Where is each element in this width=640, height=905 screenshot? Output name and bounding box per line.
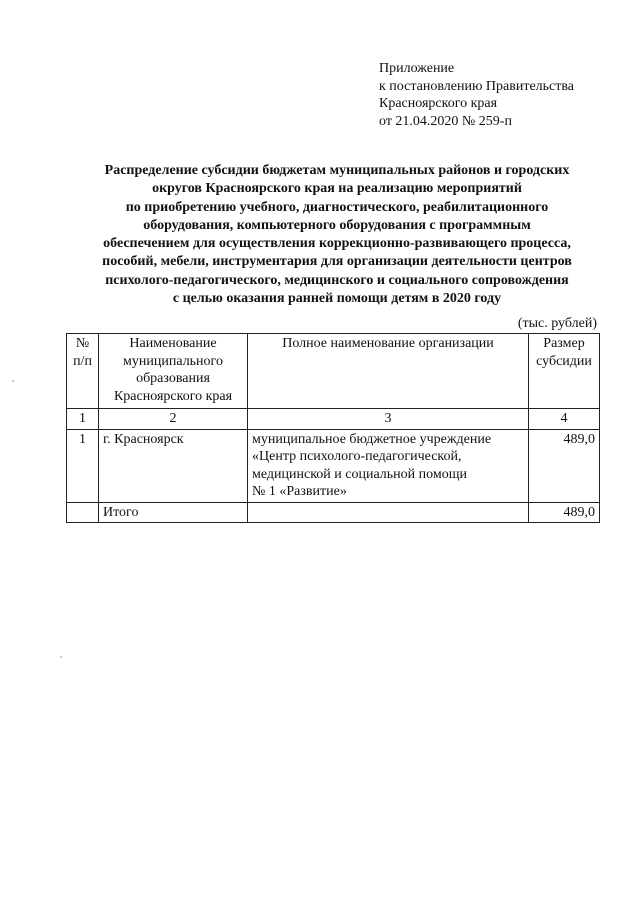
units-label: (тыс. рублей) <box>517 316 597 331</box>
header-number-line: № <box>75 336 90 351</box>
total-label: Итого <box>99 502 248 523</box>
title-line: пособий, мебели, инструментария для организации деятельности центров <box>102 254 572 270</box>
total-empty-cell <box>67 502 99 523</box>
header-organization-text: Полное наименование организации <box>282 336 494 351</box>
total-amount: 489,0 <box>529 502 600 523</box>
header-municipality-line: образования <box>136 371 210 386</box>
appendix-line-1: Приложение <box>379 61 455 76</box>
numbering-cell: 4 <box>529 409 600 430</box>
header-number-line: п/п <box>73 353 92 369</box>
organization-line: медицинской и социальной помощи <box>252 466 468 482</box>
organization-line: «Центр психолого-педагогической, <box>252 449 462 464</box>
organization-line: муниципальное бюджетное учреждение <box>252 431 492 447</box>
title-line: по приобретению учебного, диагностического, реабилитационного <box>125 199 549 215</box>
title-line: с целью оказания ранней помощи детям в 2020 году <box>172 291 502 307</box>
header-municipality-line: Красноярского края <box>113 388 233 404</box>
header-number <box>67 334 99 409</box>
appendix-line-3: Красноярского края <box>379 96 498 111</box>
title-line: округов Красноярского края на реализацию мероприятий <box>152 181 522 197</box>
row-municipality: г. Красноярск <box>99 429 248 502</box>
row-organization <box>248 429 529 502</box>
title-line: обеспечением для осуществления коррекционно-развивающего процесса, <box>103 236 571 252</box>
scan-speck <box>60 656 62 658</box>
numbering-cell: 2 <box>99 409 248 430</box>
header-municipality <box>99 334 248 409</box>
appendix-line-2: к постановлению Правительства <box>379 78 575 94</box>
header-subsidy-line: субсидии <box>536 353 592 369</box>
row-amount: 489,0 <box>529 429 600 502</box>
document-title <box>70 162 604 308</box>
table-total-row <box>67 502 600 523</box>
total-empty-cell <box>248 502 529 523</box>
header-subsidy-line: Размер <box>543 336 585 351</box>
row-number: 1 <box>67 429 99 502</box>
header-subsidy <box>529 334 600 409</box>
appendix-line-4: от 21.04.2020 № 259-п <box>379 113 512 129</box>
subsidy-table <box>66 333 600 523</box>
organization-line: № 1 «Развитие» <box>252 484 347 499</box>
scan-speck <box>12 380 14 382</box>
header-municipality-line: муниципального <box>123 353 223 369</box>
table-header-row <box>67 334 600 409</box>
header-organization <box>248 334 529 409</box>
table-row <box>67 429 600 502</box>
title-line: Распределение субсидии бюджетам муниципальных районов и городских <box>104 163 570 178</box>
numbering-cell: 3 <box>248 409 529 430</box>
header-municipality-line: Наименование <box>129 336 217 351</box>
numbering-cell: 1 <box>67 409 99 430</box>
title-line: психолого-педагогического, медицинского и социального сопровождения <box>105 272 569 288</box>
appendix-block <box>379 60 574 130</box>
table-numbering-row <box>67 409 600 430</box>
title-line: оборудования, компьютерного оборудования с программным <box>143 217 531 233</box>
